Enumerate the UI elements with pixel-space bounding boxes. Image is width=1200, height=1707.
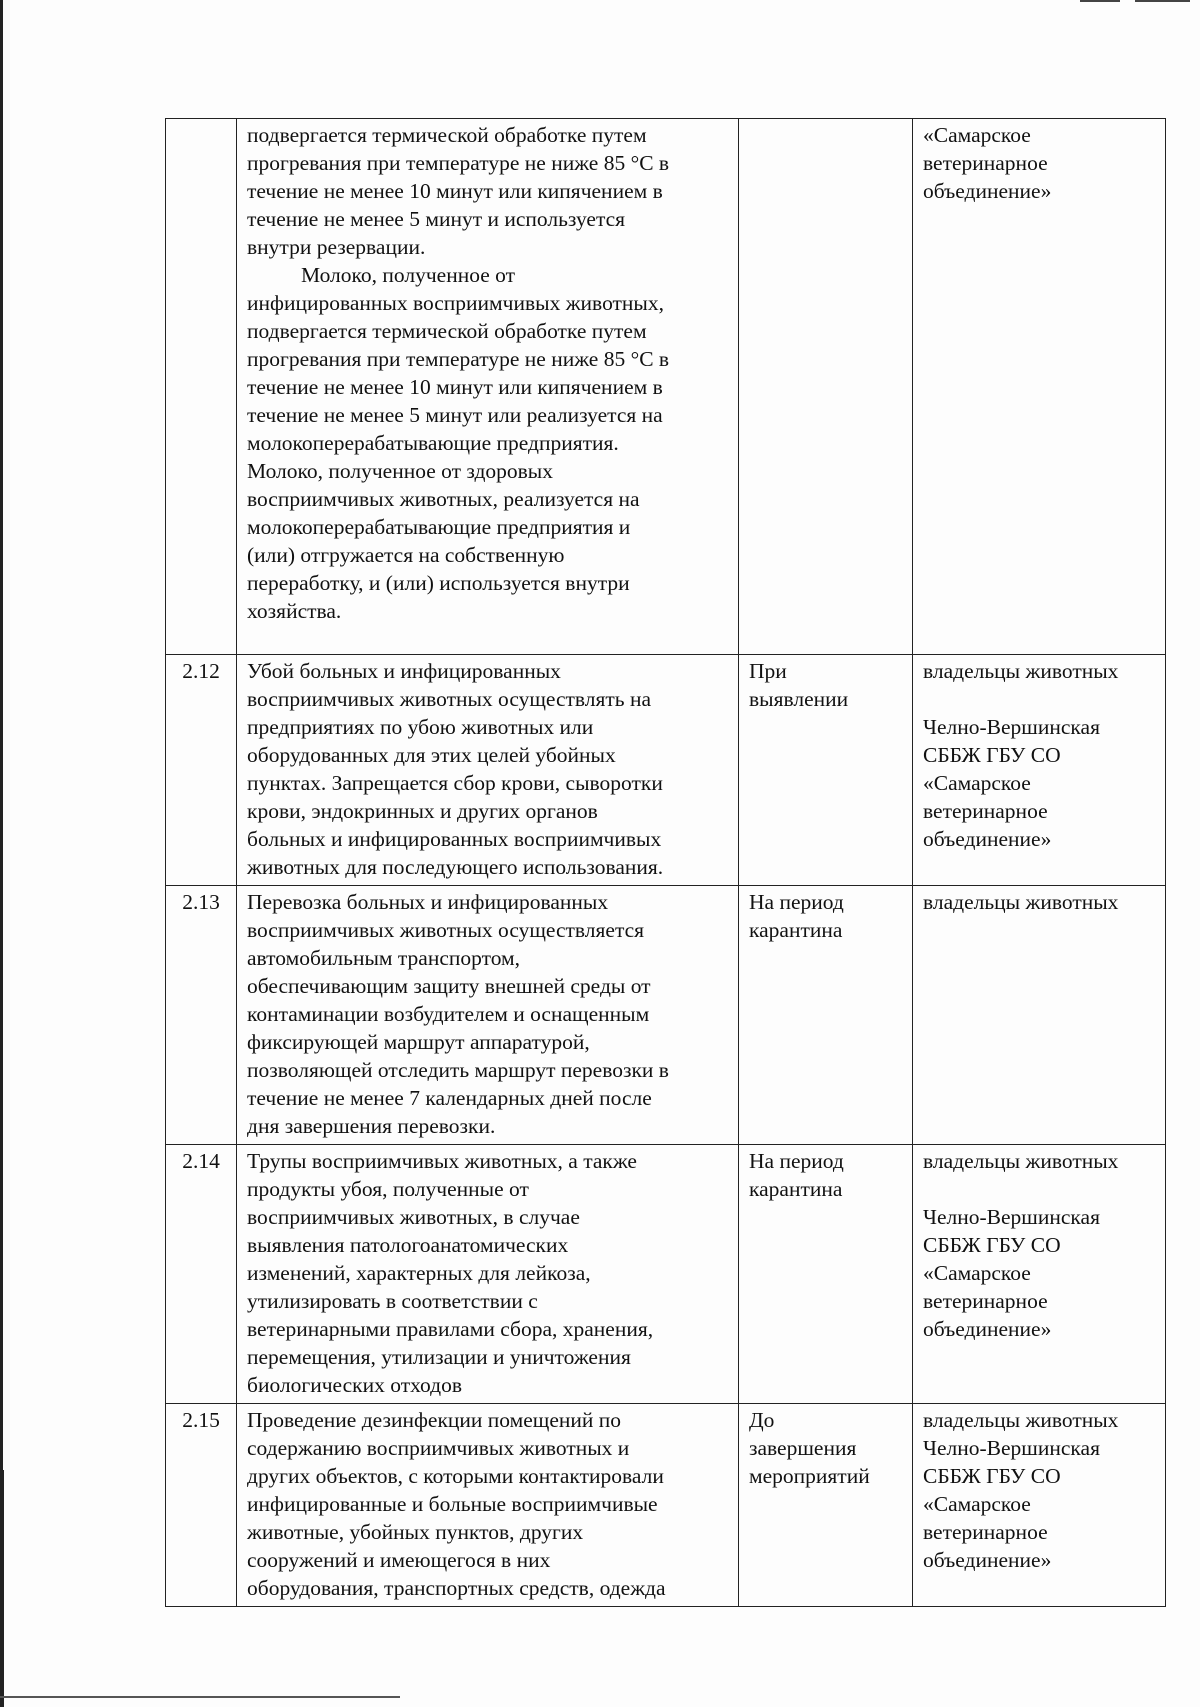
scan-mark (1080, 0, 1120, 2)
row-number: 2.14 (166, 1145, 237, 1404)
term-cell: До завершения мероприятий (739, 1404, 913, 1607)
scan-edge (0, 0, 3, 1707)
measures-table (165, 118, 1166, 1607)
scan-mark (1135, 0, 1190, 2)
term-cell (739, 119, 913, 655)
measure-text: Молоко, полученное от инфицированных восприимчивых животных, подвергается термической обработке путем прогревания при температуре не ниже 85 °С в течение не менее 10 минут или кипячением в течение не менее 5 минут или реализуется на молокоперерабатывающие предприятия. Молоко, полученное от здоровых восприимчивых животных, реализуется на молокоперерабатывающие предприятия и (или) отгружается на собственную переработку, и (или) используется внутри хозяйства. (247, 263, 670, 623)
measure-cell: Трупы восприимчивых животных, а также продукты убоя, полученные от восприимчивых животных, в случае выявления патологоанатомических изменений, характерных для лейкоза, утилизировать в соответствии с ветеринарными правилами сбора, хранения, перемещения, утилизации и уничтожения биологических отходов (237, 1145, 739, 1404)
term-cell: При выявлении (739, 655, 913, 886)
row-number: 2.15 (166, 1404, 237, 1607)
responsible-cell: владельцы животных (913, 886, 1166, 1145)
responsible-cell: владельцы животных Челно-Вершинская СББЖ ГБУ СО «Самарское ветеринарное объединение» (913, 655, 1166, 886)
table-row (166, 655, 1166, 886)
responsible-cell: «Самарское ветеринарное объединение» (913, 119, 1166, 655)
responsible-cell: владельцы животных Челно-Вершинская СББЖ ГБУ СО «Самарское ветеринарное объединение» (913, 1404, 1166, 1607)
measure-cell: Перевозка больных и инфицированных восприимчивых животных осуществляется автомобильным транспортом, обеспечивающим защиту внешней среды от контаминации возбудителем и оснащенным фиксирующей маршрут аппаратурой, позволяющей отследить маршрут перевозки в течение не менее 7 календарных дней после дня завершения перевозки. (237, 886, 739, 1145)
row-number: 2.13 (166, 886, 237, 1145)
measure-cell: Проведение дезинфекции помещений по содержанию восприимчивых животных и других объектов, с которыми контактировали инфицированные и больные восприимчивые животные, убойных пунктов, других сооружений и имеющегося в них оборудования, транспортных средств, одежда (237, 1404, 739, 1607)
measure-cell: Убой больных и инфицированных восприимчивых животных осуществлять на предприятиях по убою животных или оборудованных для этих целей убойных пунктах. Запрещается сбор крови, сыворотки крови, эндокринных и других органов больных и инфицированных восприимчивых животных для последующего использования. (237, 655, 739, 886)
table-row (166, 119, 1166, 655)
table-row (166, 1404, 1166, 1607)
row-number: 2.12 (166, 655, 237, 886)
term-cell: На период карантина (739, 1145, 913, 1404)
term-cell: На период карантина (739, 886, 913, 1145)
table-row (166, 1145, 1166, 1404)
measure-cell (237, 119, 739, 655)
row-number (166, 119, 237, 655)
responsible-cell: владельцы животных Челно-Вершинская СББЖ ГБУ СО «Самарское ветеринарное объединение» (913, 1145, 1166, 1404)
scan-edge (0, 1470, 4, 1707)
table-row (166, 886, 1166, 1145)
scan-mark (0, 1696, 400, 1698)
measure-text: подвергается термической обработке путем прогревания при температуре не ниже 85 °С в течение не менее 10 минут или кипячением в течение не менее 5 минут и используется внутри резервации. (247, 123, 670, 259)
